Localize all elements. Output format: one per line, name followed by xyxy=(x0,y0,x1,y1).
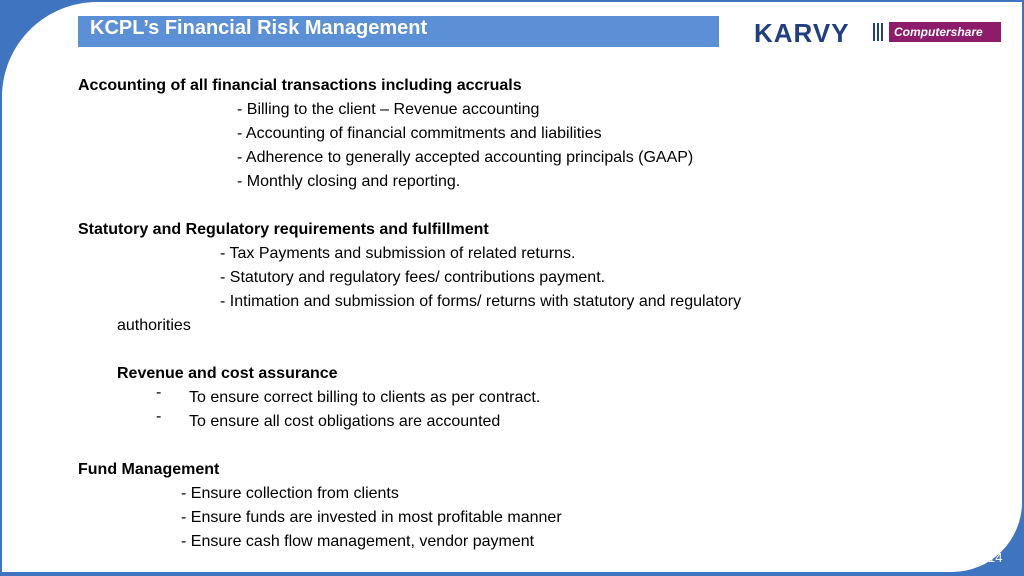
fund-item: - Ensure cash flow management, vendor payment xyxy=(181,533,535,550)
fund-item: - Ensure collection from clients xyxy=(181,485,399,502)
statutory-heading: Statutory and Regulatory requirements and fulfillment xyxy=(78,221,489,238)
statutory-item-continuation: authorities xyxy=(117,317,191,334)
slide-title: KCPL’s Financial Risk Management xyxy=(78,16,719,47)
statutory-item: - Tax Payments and submission of related returns. xyxy=(220,245,576,262)
revenue-item: To ensure correct billing to clients as per contract. xyxy=(189,389,541,406)
karvy-logo: KARVY xyxy=(754,18,850,48)
statutory-item: - Statutory and regulatory fees/ contributions payment. xyxy=(220,269,606,286)
fund-heading: Fund Management xyxy=(78,461,220,478)
accounting-item: - Monthly closing and reporting. xyxy=(237,173,461,190)
computershare-logo: Computershare xyxy=(889,22,1001,42)
fund-item: - Ensure funds are invested in most profitable manner xyxy=(181,509,562,526)
accounting-heading: Accounting of all financial transactions including accruals xyxy=(78,77,522,94)
karvy-logo-bars xyxy=(873,23,885,41)
revenue-bullet: - xyxy=(156,408,162,425)
revenue-bullet: - xyxy=(156,384,162,401)
page-number: 14 xyxy=(988,550,1003,565)
slide-canvas xyxy=(2,2,1022,572)
accounting-item: - Accounting of financial commitments and liabilities xyxy=(237,125,602,142)
accounting-item: - Adherence to generally accepted accounting principals (GAAP) xyxy=(237,149,694,166)
revenue-item: To ensure all cost obligations are accounted xyxy=(189,413,501,430)
revenue-heading: Revenue and cost assurance xyxy=(117,365,338,382)
accounting-item: - Billing to the client – Revenue accounting xyxy=(237,101,540,118)
statutory-item: - Intimation and submission of forms/ returns with statutory and regulatory xyxy=(220,293,742,310)
